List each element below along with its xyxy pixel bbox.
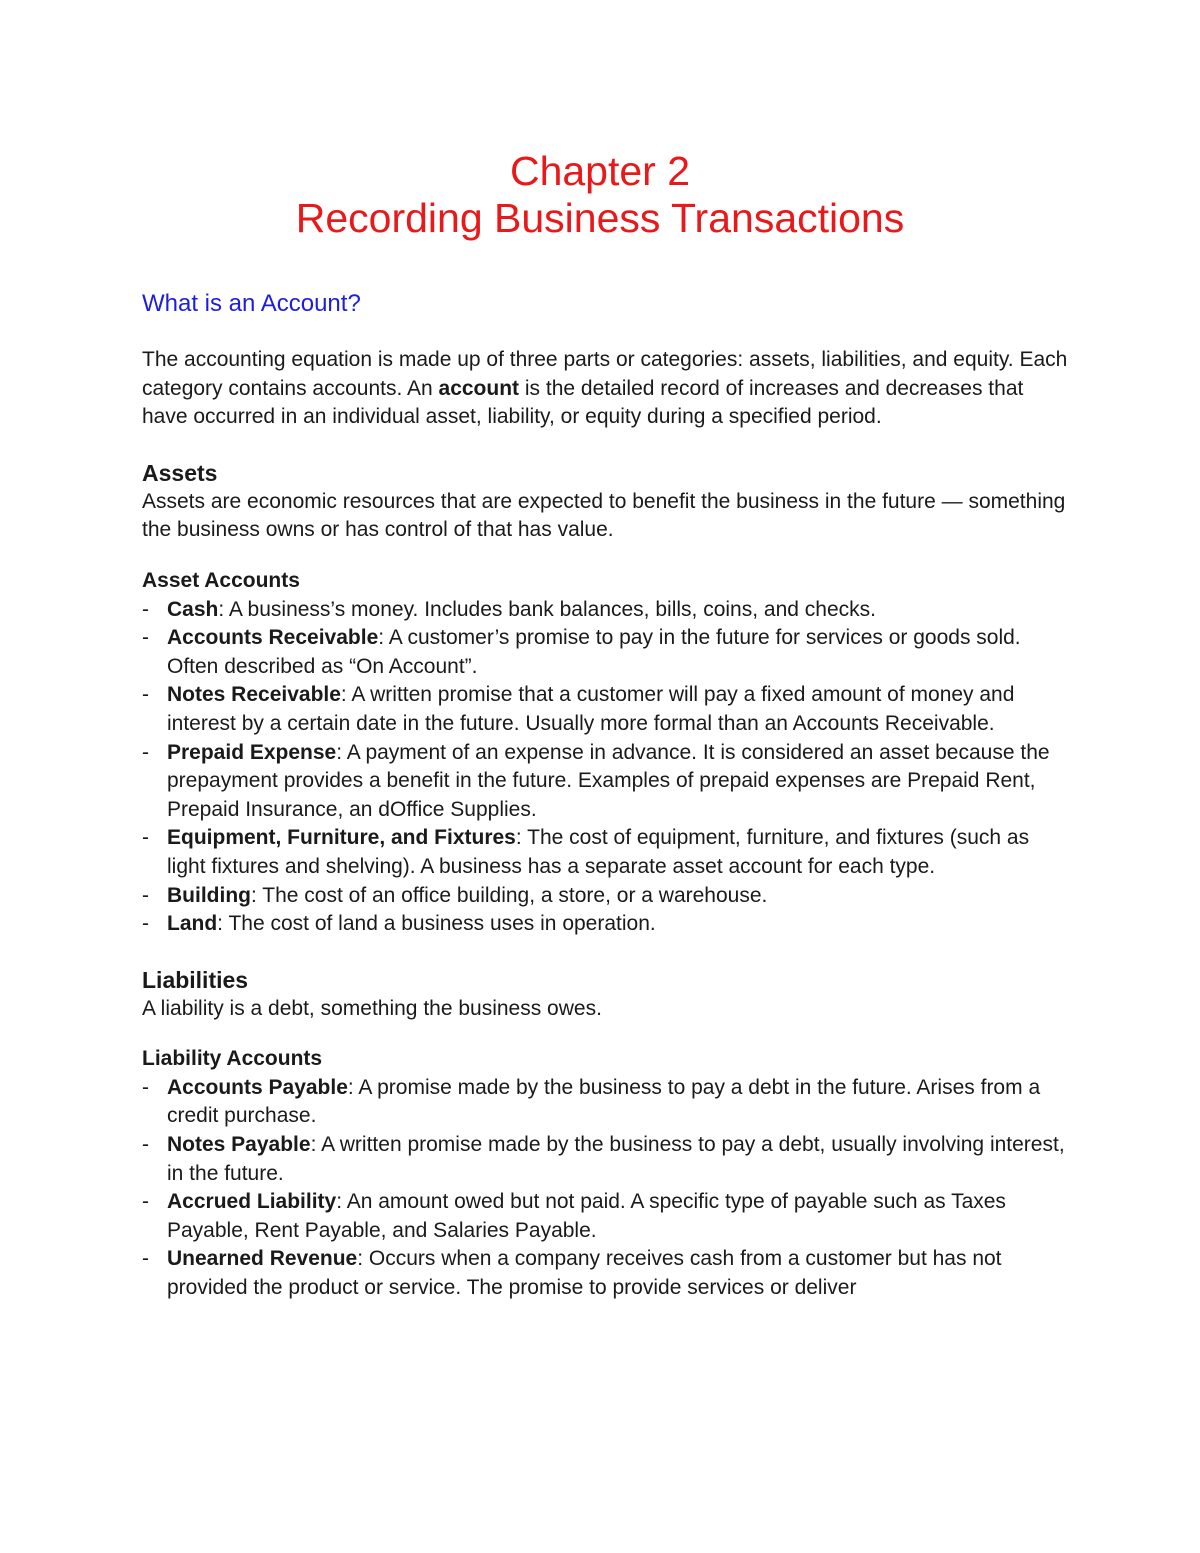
list-term: Unearned Revenue bbox=[167, 1247, 358, 1271]
list-term: Accrued Liability bbox=[167, 1190, 337, 1214]
list-term: Accounts Payable bbox=[167, 1075, 348, 1099]
section-heading-what-is-account: What is an Account? bbox=[142, 290, 361, 317]
list-definition: : A promise made by the business to pay a debt in the future. Arises from a credit purchase. bbox=[167, 1075, 1041, 1128]
list-definition: : An amount owed but not paid. A specific type of payable such as Taxes Payable, Rent Payable, and Salaries Payable. bbox=[167, 1190, 1006, 1242]
chapter-title: Recording Business Transactions bbox=[295, 195, 905, 241]
list-definition: : The cost of land a business uses in operation. bbox=[217, 912, 656, 936]
list-item bbox=[142, 1188, 1072, 1245]
asset-accounts-list bbox=[142, 596, 1072, 939]
list-dash: - bbox=[142, 597, 149, 621]
list-definition: : A customer’s promise to pay in the future for services or goods sold. Often described as “On Account”. bbox=[167, 626, 1021, 678]
asset-accounts-heading: Asset Accounts bbox=[142, 568, 300, 592]
list-dash: - bbox=[142, 1075, 149, 1099]
assets-description: Assets are economic resources that are expected to benefit the business in the future — something the business owns or has control of that has value. bbox=[142, 489, 1066, 542]
liability-accounts-heading: Liability Accounts bbox=[142, 1047, 323, 1071]
list-definition: : The cost of equipment, furniture, and fixtures (such as light fixtures and shelving). A business has a separate asset account for each type. bbox=[167, 826, 1030, 878]
list-definition: : Occurs when a company receives cash from a customer but has not provided the product or service. The promise to provide services or deliver bbox=[167, 1247, 1002, 1300]
list-item bbox=[142, 1074, 1072, 1131]
list-item bbox=[142, 739, 1072, 825]
list-item bbox=[142, 1245, 1072, 1302]
paragraph-text: is the detailed record of increases and decreases that have occurred in an individual asset, liability, or equity during a specified period. bbox=[142, 376, 1024, 429]
list-dash: - bbox=[142, 1133, 149, 1157]
liabilities-heading: Liabilities bbox=[142, 966, 249, 993]
list-dash: - bbox=[142, 883, 149, 907]
list-dash: - bbox=[142, 740, 149, 764]
account-definition-paragraph bbox=[142, 346, 1072, 432]
term-account: account bbox=[438, 376, 520, 400]
list-dash: - bbox=[142, 1190, 149, 1214]
list-definition: : A written promise that a customer will pay a fixed amount of money and interest by a certain date in the future. Usually more formal than an Accounts Receivable. bbox=[167, 683, 1015, 735]
list-item bbox=[142, 624, 1072, 681]
list-term: Equipment, Furniture, and Fixtures bbox=[167, 826, 516, 850]
list-dash: - bbox=[142, 626, 149, 650]
list-term: Cash bbox=[167, 597, 219, 621]
list-item bbox=[142, 910, 1072, 939]
list-definition: : A payment of an expense in advance. It is considered an asset because the prepayment provides a benefit in the future. Examples of prepaid expenses are Prepaid Rent, Prepaid Insurance, an dOffice Supplies. bbox=[167, 740, 1050, 821]
list-term: Building bbox=[167, 883, 251, 907]
list-term: Land bbox=[167, 912, 218, 936]
liabilities-description: A liability is a debt, something the business owes. bbox=[142, 996, 602, 1020]
list-term: Accounts Receivable bbox=[167, 626, 379, 650]
list-term: Prepaid Expense bbox=[167, 740, 337, 764]
list-item bbox=[142, 824, 1072, 881]
list-definition: : The cost of an office building, a store, or a warehouse. bbox=[250, 883, 768, 907]
list-term: Notes Receivable bbox=[167, 683, 341, 707]
list-definition: : A business’s money. Includes bank balances, bills, coins, and checks. bbox=[218, 597, 876, 621]
list-dash: - bbox=[142, 912, 149, 936]
assets-heading: Assets bbox=[142, 459, 218, 486]
paragraph-text: The accounting equation is made up of three parts or categories: assets, liabilities, and equity. Each category contains accounts. An bbox=[142, 348, 1068, 400]
document-body bbox=[142, 288, 1072, 1303]
list-term: Notes Payable bbox=[167, 1133, 311, 1157]
list-dash: - bbox=[142, 1247, 149, 1271]
list-item bbox=[142, 1131, 1072, 1188]
list-item bbox=[142, 596, 1072, 625]
list-item bbox=[142, 882, 1072, 911]
list-item bbox=[142, 681, 1072, 738]
liability-accounts-list bbox=[142, 1074, 1072, 1303]
list-dash: - bbox=[142, 683, 149, 707]
chapter-number: Chapter 2 bbox=[509, 148, 691, 194]
list-dash: - bbox=[142, 826, 149, 850]
list-definition: : A written promise made by the business to pay a debt, usually involving interest, in the future. bbox=[167, 1133, 1065, 1185]
